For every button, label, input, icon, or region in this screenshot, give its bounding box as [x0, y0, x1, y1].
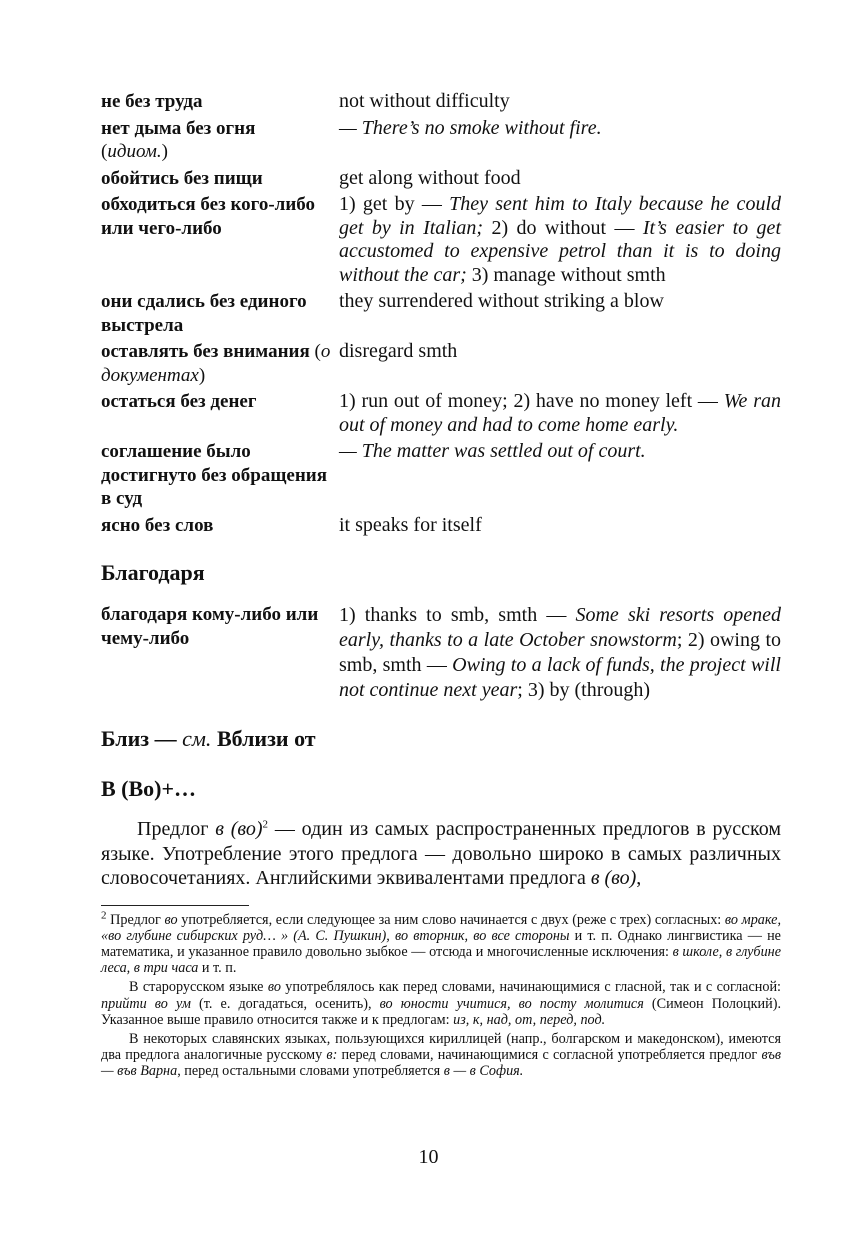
entry-definition: get along without food: [339, 166, 521, 189]
entry-definition: — There’s no smoke without fire.: [339, 116, 602, 139]
entry-term: обходиться без кого-либо или чего-либо: [101, 194, 316, 239]
entry-obkhoditsya: [101, 193, 781, 287]
entry-term: они сдались без единого выстрела: [101, 291, 307, 336]
entry-term: соглашение было достигнуто без обращения в суд: [101, 441, 328, 509]
entry-definition: 1) get by — They sent him to Italy because he could get by in Italian; 2) do without — It’s easier to get accustomed to expensive petrol than it is to doing without the car; 3) manage without smth: [339, 193, 781, 286]
entry-definition: it speaks for itself: [339, 513, 482, 536]
entry-term: благодаря кому-либо или чему-либо: [101, 604, 319, 649]
entries-bez: [101, 90, 781, 537]
footnote-paragraph-2: В старорусском языке во употреблялось как перед словами, начинающимися с гласной, так и с согласной: прийти во ум (т. е. догадаться, осенить), во юности учитися, во посту молитися (Симеон Полоцкий). Указанное выше правило относится также и к предлогам: из, к, над, от, перед, под.: [101, 979, 781, 1028]
entry-net-dyma: [101, 117, 781, 164]
entry-term: обойтись без пищи: [101, 167, 263, 189]
entry-term: остаться без денег: [101, 391, 257, 412]
entry-oboitis: [101, 167, 781, 191]
section-heading-bliz: Близ — см. Вблизи от: [101, 726, 316, 751]
entry-ostatsya: [101, 390, 781, 437]
footnote-ref[interactable]: 2: [262, 818, 268, 831]
entry-soglashenie: [101, 440, 781, 511]
footnote-paragraph-1: $^2$ Предлог во употребляется, если следующее за ним слово начинается с двух (реже с трех) согласных: во мраке, «во глубине сибирских руд… » (А. С. Пушкин), во вторник, во все стороны и т. п. Однако лингвистика — не математика, и указанное правило довольно зыбкое — отсюда и многочисленные исключения: в школе, в глубине леса, в три часа и т. п.: [101, 908, 782, 977]
entry-term: оставлять без внимания (о документах): [101, 341, 331, 386]
entry-ostavlyat: [101, 340, 781, 387]
entry-ne-bez-truda: [101, 90, 781, 114]
section-heading-blagodarya: Благодаря: [101, 560, 205, 585]
entry-term: не без труда: [101, 91, 203, 112]
entry-definition: they surrendered without striking a blow: [339, 290, 664, 312]
entry-blagodarya: [101, 603, 781, 703]
body-paragraph: Предлог в (во)$^2$ — один из самых распространенных предлогов в русском языке. Употребление этого предлога — довольно широко в самых различных словосочетаниях. Английскими эквивалентами предлога в (во),: [101, 818, 781, 889]
entry-definition: not without difficulty: [339, 90, 510, 112]
page-content: [101, 90, 781, 1080]
page-number: 10: [418, 1146, 439, 1168]
entry-sdalis: [101, 290, 781, 337]
entry-definition: 1) run out of money; 2) have no money left — We ran out of money and had to come home early.: [339, 390, 782, 436]
footnote-divider: [101, 905, 249, 906]
entry-yasno: [101, 514, 781, 538]
section-heading-v: В (Во)+…: [101, 776, 197, 801]
footnote-paragraph-3: В некоторых славянских языках, пользующихся кириллицей (напр., болгарском и македонском), имеются два предлога аналогичные русскому в: перед словами, начинающимися с согласной употребляется предлог във — във Варна, перед остальными словами употребляется в — в София.: [101, 1030, 781, 1080]
entry-definition: disregard smth: [339, 340, 458, 362]
entry-definition: — The matter was settled out of court.: [339, 440, 646, 462]
entry-definition: 1) thanks to smb, smth — Some ski resorts opened early, thanks to a late October snowstorm; 2) owing to smb, smth — Owing to a lack of funds, the project will not continue next year; 3) by (through): [339, 604, 782, 701]
entry-term: ясно без слов: [101, 514, 214, 536]
entry-term: нет дыма без огня (идиом.): [101, 117, 256, 162]
